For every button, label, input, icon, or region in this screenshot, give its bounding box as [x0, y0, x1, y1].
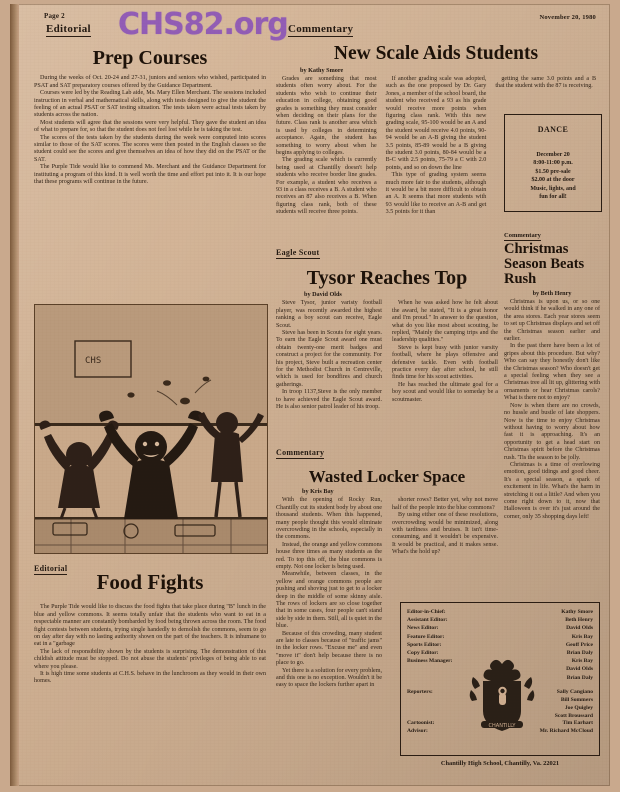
- dance-title: DANCE: [537, 125, 569, 134]
- staff-row: [407, 641, 593, 649]
- staff-name: Kathy Smore: [561, 609, 593, 615]
- tysor-c2-para-2: Steve is kept busy with junior varsity football, where he plays offensive and defensive tackle. Even with football practice every day after school, he still finds time for his scout activities.: [392, 344, 498, 381]
- locker-c2-para-1: shorter rows? Better yet, why not move half of the people into the blue commons?: [392, 497, 498, 511]
- christmas-body: [504, 299, 600, 521]
- prep-para-1: During the weeks of Oct. 20-24 and 27-31, juniors and seniors who wished, participated in PSAT and SAT preparatory courses offered by the Guidance Department.: [34, 75, 266, 89]
- headline-new-scale: New Scale Aids Students: [333, 43, 539, 64]
- tysor-c2-para-1: When he was asked how he felt about the award, he stated, "It is a great honor and I'm proud." In answer to the question, what do you like most about scouting, he replied, "Mainly the camping trips and the leadership qualities.": [392, 300, 498, 344]
- new-scale-c2-para-1: If another grading scale was adopted, such as the one proposed by Dr. Gary Jones, a member of the school board, the student who received a 93 as his grade would receive more points when figuring class rank. With this new grading scale, 95-100 would be an A and the student would receive 4.0 points, 90-94 would be an A-B giving the student 3.5 points, 85-89 would be a B giving the student 3.0 points, 80-84 would be a B-C with 2.5 points, 75-79 a C with 2.0 points, and so on down the line: [385, 75, 487, 171]
- staff-row: [407, 633, 593, 641]
- kicker-editorial-food: Editorial: [34, 564, 68, 573]
- headline-tysor: Tysor Reaches Top: [306, 267, 468, 289]
- headline-wasted-locker-space: Wasted Locker Space: [308, 467, 466, 486]
- christmas-para-3: Now is when there are no crowds, no hussle and bustle of late shoppers. Now is the time to enjoy Christmas without having to worry about how fast it is approaching. It's an opportunity to get a head start on Christmas spirit before the Christmas rush. 'Tis the season to be jolly.: [504, 402, 600, 461]
- locker-col-1: [276, 497, 382, 690]
- article-tysor: [276, 266, 498, 411]
- staff-reporters-label: Reporters:: [407, 688, 433, 695]
- school-address-line: Chantilly High School, Chantilly, Va. 22021: [440, 760, 560, 767]
- new-scale-c3-para-1: getting the same 3.0 points and a B that the student with the 87 is receiving.: [495, 75, 597, 90]
- kicker-editorial: Editorial: [46, 23, 91, 35]
- staff-cartoonist-row: [407, 719, 593, 727]
- dance-announcement-box: [504, 114, 602, 212]
- masthead: [26, 7, 596, 46]
- staff-role: Editor-in-Chief:: [407, 609, 446, 615]
- tysor-c1-para-3: In troop 1137,Steve is the only member to have achieved the Eagle Scout award. He is also senior patrol leader of his troop.: [276, 389, 382, 411]
- prep-para-3: Most students will agree that the sessions were very helpful. They gave the student an idea of what to prepare for, so that the student does not feel lost while he is taking the test.: [34, 119, 266, 134]
- new-scale-c1-para-1: Grades are something that most students often worry about. For the students who wish to continue their education in college, obtaining good grades is something they must consider when deciding on their plans for the future. Class rank is another area which is used by colleges in determining acceptance. Again, the student has something to worry about when he begins applying to colleges.: [276, 75, 377, 156]
- chs82-watermark: CHS82.org: [118, 7, 288, 42]
- staff-name: Kris Bay: [571, 658, 593, 665]
- staff-name: Kris Bay: [571, 633, 593, 640]
- tysor-c1-para-1: Steve Tysor, junior varisty football player, was recently awarded the highest ranking a boy scout can receive, Eagle Scout.: [276, 300, 382, 329]
- new-scale-c1-para-2: The grading scale which is currently being used at Chantilly doesn't help students who receive border line grades. For example, a student who receives a 93 in a class receives a B. A student who receives an 87 also receives a B. When figuring class rank, both of these students will receive three points.: [276, 157, 377, 216]
- svg-text:CHS: CHS: [85, 356, 102, 366]
- staff-role: Business Manager:: [407, 658, 453, 665]
- prep-para-5: The Purple Tide would like to commend Ms. Merchant and the Guidance Department for instituting a program of this kind. It is well worth the time and effort put into it. It is our hope that these programs will continue in the future.: [34, 164, 266, 186]
- tysor-col-1: [276, 300, 382, 411]
- kicker-eagle-scout: Eagle Scout: [276, 248, 320, 257]
- staff-role: Sports Editor:: [407, 641, 442, 648]
- dance-line-3: $1.50 pre-sale: [535, 168, 571, 175]
- article-food-fights: [34, 560, 266, 686]
- reporter-name: Joe Quigley: [564, 705, 593, 712]
- staff-role: Feature Editor:: [407, 633, 445, 640]
- headline-christmas-season: Christmas Season Beats Rush: [504, 241, 585, 287]
- headline-prep-courses: Prep Courses: [92, 47, 208, 69]
- byline-christmas: by Beth Henry: [532, 290, 572, 297]
- staff-name: Brian Daly: [566, 650, 593, 657]
- staff-name: David Olds: [566, 625, 593, 632]
- locker-c1-para-4: Because of this crowding, many student are late to classes because of "traffic jams" in the locker rows. "Excuse me" and even "move it" don't help because there is no place to go.: [276, 630, 382, 667]
- dance-details: [505, 151, 601, 201]
- prep-courses-body: [34, 75, 266, 186]
- tysor-col-2: [392, 300, 498, 411]
- staff-row: [407, 624, 593, 632]
- food-para-2: The lack of responsibility shown by the students is surprising. The demonstration of this childish attitude must be stopped. Do not abuse the students' privileges of being able to eat where you please.: [34, 648, 266, 670]
- staff-reporters-names: [555, 688, 593, 721]
- staff-role: News Editor:: [407, 625, 439, 632]
- staff-cartoonist-name: Tim Earhart: [562, 719, 593, 726]
- christmas-para-1: Christmas is upon us, or so one would think if he walked in any one of the area stores. Each year stores seem to set up Christmas displays and set off the Christmas season earlier and earlier.: [504, 299, 600, 343]
- staff-name: Beth Henry: [565, 617, 593, 624]
- svg-text:CHANTILLY: CHANTILLY: [488, 723, 516, 729]
- staff-advisor-label: Advisor:: [407, 727, 428, 734]
- staff-advisor-name: Mr. Richard McCloud: [539, 727, 593, 734]
- staff-footer: [407, 719, 593, 735]
- staff-role: Copy Editor:: [407, 650, 439, 657]
- byline-new-scale: by Kathy Smore: [300, 66, 344, 74]
- byline-tysor: by David Olds: [304, 291, 342, 299]
- dance-line-1: December 20: [536, 152, 570, 158]
- christmas-para-2: In the past there have been a lot of gripes about this procedure. But why? Who can say they honestly don't like the Christmas season? Who doesn't get a special feeling when they see a Christmas tree all lit up, glittering with ornaments or hear Christmas carols? What is there not to enjoy?: [504, 343, 600, 402]
- dance-line-5: Music, lights, and: [530, 185, 576, 192]
- staff-cartoonist-label: Cartoonist:: [407, 719, 435, 726]
- cartoon-illustration: [35, 305, 267, 553]
- editorial-cartoon: [34, 304, 268, 554]
- byline-locker: by Kris Bay: [302, 488, 334, 496]
- kicker-commentary: Commentary: [288, 23, 354, 35]
- locker-c1-para-2: Instead, the orange and yellow commons house three times as many students as the red. To top this off, the blue commons is empty. Not one locker is being used.: [276, 541, 382, 570]
- staff-role: Assistant Editor:: [407, 617, 448, 624]
- locker-c2-para-2: By using either one of these resolutions, overcrowding would be minimized, along with tardiness and bruises. It isn't time-consuming, and it wouldn't be expensive. It would be practical, and it makes sense. What's the hold up?: [392, 512, 498, 556]
- staff-row: [407, 616, 593, 624]
- reporter-name: Bill Sommers: [560, 697, 593, 704]
- newspaper-page: [10, 4, 610, 786]
- staff-masthead-box: [400, 602, 600, 756]
- article-christmas-season: [504, 242, 600, 521]
- food-para-1: The Purple Tide would like to discuss the food fights that take place during "B" lunch in the blue and yellow commons. It seems totally unfair that the students who want to eat in a respectable manner are constantly bombarded by food being thrown across the room. The food fight contests between students, trying single handedly to demolish the commons, seem to go on day after day with no lasting authority shown on the part of the teachers. It is inhumane to eat in a "garbage: [34, 604, 266, 648]
- locker-c1-para-3: Meanwhile, between classes, in the yellow and orange commons people are pushing and shoving just to get to a locker deep in the middle of some skinny aisle. The rows of lockers are so close together that in some cases, four people can't stand side by side in them. Still, all is quiet in the blue.: [276, 571, 382, 630]
- tysor-c1-para-2: Steve has been in Scouts for eight years. To earn the Eagle Scout award one must obtain twenty-one merit badges and construct a project for the community. For his project, Steve built a recreation center for the Methodist Church in Centreville, which is used for bondfires and church gatherings.: [276, 330, 382, 388]
- locker-c1-para-5: Yet there is a solution for every problem, and this one is no exception. Wouldn't it be easy to space the lockers further apart in: [276, 667, 382, 689]
- staff-advisor-row: [407, 727, 593, 735]
- page-binding-edge: [10, 4, 19, 786]
- page-number: Page 2: [44, 12, 65, 20]
- staff-name: Geoff Price: [565, 641, 593, 648]
- article-prep-courses: [34, 48, 266, 186]
- kicker-commentary-locker: Commentary: [276, 448, 325, 457]
- dance-line-6: fun for all!: [539, 194, 567, 201]
- headline-food-fights: Food Fights: [96, 570, 204, 594]
- dance-line-2: 8:00-11:00 p.m.: [533, 160, 573, 167]
- staff-name: David Olds: [566, 666, 593, 673]
- new-scale-col-1: [276, 76, 377, 217]
- prep-para-4: The scores of the tests taken by the students during the week were computed into scores similar to those of the SAT scores. The scores were then posted in the English classes so the student could see the scores and give themselves an idea of how they did on the PSAT or the SAT.: [34, 134, 266, 163]
- food-fights-body: [34, 604, 266, 685]
- tysor-c2-para-3: He has reached the ultimate goal for a boy scout and would like to someday be a scoutmaster.: [392, 381, 498, 403]
- reporter-name: Sally Cangiano: [556, 688, 593, 695]
- locker-c1-para-1: With the opening of Rocky Run, Chantilly cut its student body by about one thousand students. When this happened, many people thought this would eliminate overcrowding in the schools, especially in the commons.: [276, 497, 382, 541]
- kicker-commentary-christmas: Commentary: [504, 232, 541, 239]
- christmas-para-4: Christmas is a time of overlowing emotion, good tidings and good cheer. It's a special season, a spark of excitement in life. What's the harm in stretching it out a little? And when you come right down to it, now that Halloween is over it's just around the corner, only 35 shopping days left!: [504, 461, 600, 520]
- dance-line-4: $2.00 at the door: [531, 177, 575, 184]
- new-scale-c2-para-2: This type of grading system seems much more fair to the students, although it would be a bit more difficult to obtain an A. It seems that more students with 93 would like to receive an A-B and get 3.5 points for it than: [385, 172, 487, 216]
- prep-para-2: Courses were led by the Reading Lab aide, Ms. Mary Ellen Merchant. The sessions included instruction in verbal and mathematical skills, along with tests designed to give the student the feeling of an actual PSAT or SAT testing situation. The tests taken were actual tests taken by students across the nation.: [34, 90, 266, 119]
- food-para-3: It is high time some students at C.H.S. behave in the lunchroom as they would in their own homes.: [34, 671, 266, 685]
- reporter-name: Scott Broussard: [554, 713, 593, 720]
- issue-date: November 20, 1980: [539, 14, 596, 21]
- new-scale-col-2: [386, 76, 487, 217]
- staff-row: [407, 608, 593, 616]
- staff-name: Brian Daly: [566, 674, 593, 681]
